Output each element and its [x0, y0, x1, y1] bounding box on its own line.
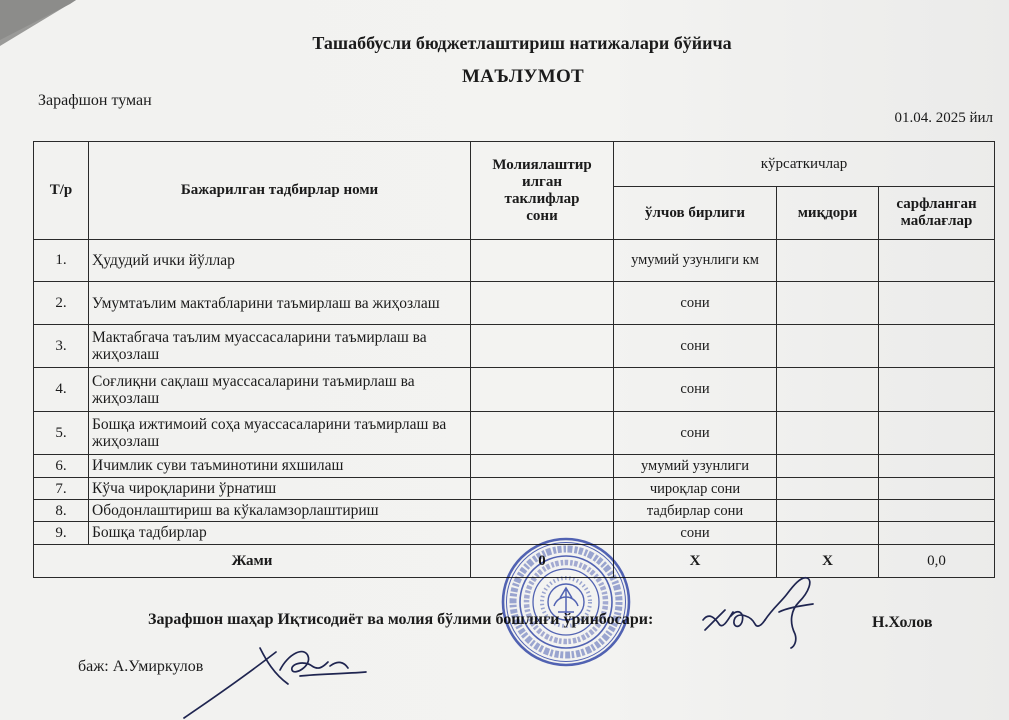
activity-name: Бошқа ижтимоий соҳа муассасаларини таъмирлаш ва жиҳозлаш: [89, 412, 471, 455]
activity-name: Ҳудудий ички йўллар: [89, 240, 471, 282]
header-spent: сарфланган маблағлар: [879, 187, 995, 240]
funded-count-cell: [471, 325, 614, 368]
table-row: [34, 478, 995, 500]
spent-cell: [879, 325, 995, 368]
quantity-cell: [777, 240, 879, 282]
quantity-cell: [777, 455, 879, 478]
quantity-cell: [777, 282, 879, 325]
table-row: [34, 412, 995, 455]
funded-count-cell: [471, 500, 614, 522]
table-row: [34, 368, 995, 412]
total-funded: 0: [471, 545, 614, 578]
district-label: Зарафшон туман: [38, 92, 152, 109]
unit-cell: сони: [614, 412, 777, 455]
quantity-cell: [777, 325, 879, 368]
header-funded-label: Молиялаштирилган таклифлар сони: [492, 156, 592, 224]
table-row: [34, 282, 995, 325]
unit-cell: тадбирлар сони: [614, 500, 777, 522]
unit-cell: сони: [614, 522, 777, 545]
total-unit: X: [614, 545, 777, 578]
spent-cell: [879, 282, 995, 325]
spent-cell: [879, 240, 995, 282]
row-number: 2.: [34, 282, 89, 325]
table-row: [34, 325, 995, 368]
activity-name: Ичимлик суви таъминотини яхшилаш: [89, 455, 471, 478]
total-quantity: X: [777, 545, 879, 578]
report-date: 01.04. 2025 йил: [894, 110, 993, 126]
header-indicators: кўрсаткичлар: [614, 142, 995, 187]
unit-cell: умумий узунлиги: [614, 455, 777, 478]
quantity-cell: [777, 500, 879, 522]
signature-umirkulov: [180, 640, 370, 720]
unit-cell: сони: [614, 282, 777, 325]
document-subtitle: МАЪЛУМОТ: [461, 66, 585, 87]
quantity-cell: [777, 412, 879, 455]
unit-cell: сони: [614, 325, 777, 368]
funded-count-cell: [471, 455, 614, 478]
row-number: 3.: [34, 325, 89, 368]
quantity-cell: [777, 478, 879, 500]
total-label: Жами: [34, 545, 471, 578]
header-unit: ўлчов бирлиги: [614, 187, 777, 240]
activity-name: Кўча чироқларини ўрнатиш: [89, 478, 471, 500]
funded-count-cell: [471, 282, 614, 325]
unit-cell: чироқлар сони: [614, 478, 777, 500]
activity-name: Соғлиқни сақлаш муассасаларини таъмирлаш ва жиҳозлаш: [89, 368, 471, 412]
quantity-cell: [777, 368, 879, 412]
spent-cell: [879, 478, 995, 500]
row-number: 1.: [34, 240, 89, 282]
table-row: [34, 240, 995, 282]
executor-name: баж: А.Умиркулов: [78, 658, 204, 675]
row-number: 9.: [34, 522, 89, 545]
signer-name: Н.Холов: [872, 614, 933, 631]
activity-name: Мактабгача таълим муассасаларини таъмирлаш ва жиҳозлаш: [89, 325, 471, 368]
activity-name: Бошқа тадбирлар: [89, 522, 471, 545]
activity-name: Умумтаълим мактабларини таъмирлаш ва жиҳозлаш: [89, 282, 471, 325]
activity-name: Ободонлаштириш ва кўкаламзорлаштириш: [89, 500, 471, 522]
row-number: 4.: [34, 368, 89, 412]
spent-cell: [879, 455, 995, 478]
spent-cell: [879, 412, 995, 455]
table-row: [34, 455, 995, 478]
spent-cell: [879, 368, 995, 412]
report-table: [33, 141, 995, 578]
header-quantity: миқдори: [777, 187, 879, 240]
header-name: Бажарилган тадбирлар номи: [89, 142, 471, 240]
table-row: [34, 500, 995, 522]
row-number: 7.: [34, 478, 89, 500]
document-title: Ташаббусли бюджетлаштириш натижалари бўйича: [312, 33, 732, 53]
total-spent: 0,0: [879, 545, 995, 578]
official-position: Зарафшон шаҳар Иқтисодиёт ва молия бўлими бошлиғи ўринбосари:: [148, 611, 654, 628]
row-number: 5.: [34, 412, 89, 455]
funded-count-cell: [471, 412, 614, 455]
spent-cell: [879, 500, 995, 522]
spent-cell: [879, 522, 995, 545]
unit-cell: сони: [614, 368, 777, 412]
row-number: 6.: [34, 455, 89, 478]
header-number: Т/р: [34, 142, 89, 240]
unit-cell: умумий узунлиги км: [614, 240, 777, 282]
header-row: [34, 142, 995, 187]
funded-count-cell: [471, 240, 614, 282]
funded-count-cell: [471, 478, 614, 500]
row-number: 8.: [34, 500, 89, 522]
funded-count-cell: [471, 368, 614, 412]
signature-holov: [695, 572, 825, 650]
quantity-cell: [777, 522, 879, 545]
official-stamp: [500, 536, 632, 668]
header-funded: [471, 142, 614, 240]
